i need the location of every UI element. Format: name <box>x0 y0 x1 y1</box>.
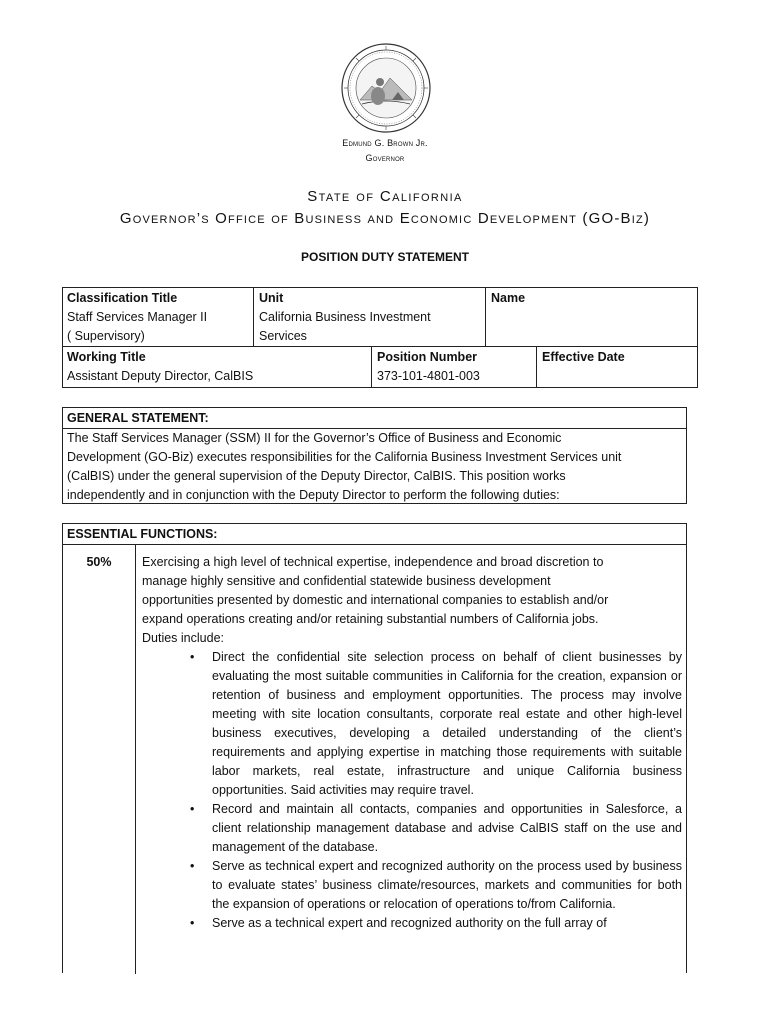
function-lead-line: opportunities presented by domestic and international companies to establish and/or <box>142 593 609 607</box>
function-description <box>137 552 686 934</box>
classification-cell <box>63 288 253 347</box>
governor-name: Edmund G. Brown Jr. <box>342 138 428 148</box>
classification-value-2: ( Supervisory) <box>67 329 145 343</box>
duty-text: Record and maintain all contacts, companies and opportunities in Salesforce, a client relationship management database and advise CalBIS staff on the use and management of the database. <box>212 802 682 854</box>
duties-list <box>142 648 682 933</box>
duty-item <box>142 800 682 857</box>
unit-cell <box>255 288 485 347</box>
general-statement-line: Development (GO-Biz) executes responsibilities for the California Business Investment Services unit <box>67 450 622 464</box>
position-number-value: 373-101-4801-003 <box>377 369 480 383</box>
position-number-cell <box>373 347 536 387</box>
function-percent: 50% <box>86 555 112 569</box>
general-statement-text <box>63 428 686 506</box>
bullet-icon: • <box>190 916 195 930</box>
effective-date-cell <box>538 347 697 368</box>
general-statement-box <box>62 407 687 504</box>
duty-text: Serve as a technical expert and recognized authority on the full array of <box>212 916 607 930</box>
classification-value: Staff Services Manager II <box>67 310 208 324</box>
position-table <box>62 287 698 388</box>
general-statement-heading: GENERAL STATEMENT: <box>67 411 209 425</box>
unit-value-2: Services <box>259 329 307 343</box>
general-statement-line: (CalBIS) under the general supervision of the Deputy Director, CalBIS. This position works <box>67 469 566 483</box>
unit-value: California Business Investment <box>259 310 431 324</box>
position-number-label: Position Number <box>377 350 478 364</box>
working-title-value: Assistant Deputy Director, CalBIS <box>67 369 254 383</box>
duty-text: Serve as technical expert and recognized authority on the process used by business to evaluate states’ business climate/resources, markets and communities for both the expansion of operations or relocation of operations to/from California. <box>212 859 682 911</box>
unit-label: Unit <box>259 291 284 305</box>
governor-title: Governor <box>365 153 405 163</box>
classification-label: Classification Title <box>67 291 178 305</box>
duty-item <box>142 857 682 914</box>
duty-item <box>142 648 682 800</box>
effective-date-label: Effective Date <box>542 350 625 364</box>
office-heading: Governor’s Office of Business and Economic Development (GO-Biz) <box>119 210 651 227</box>
name-cell <box>487 288 697 309</box>
bullet-icon: • <box>190 859 195 873</box>
working-title-cell <box>63 347 371 387</box>
general-statement-line: The Staff Services Manager (SSM) II for the Governor’s Office of Business and Economic <box>67 431 562 445</box>
function-lead-line: manage highly sensitive and confidential statewide business development <box>142 574 551 588</box>
working-title-label: Working Title <box>67 350 146 364</box>
document-title: POSITION DUTY STATEMENT <box>300 250 469 264</box>
state-seal-icon <box>340 42 432 134</box>
essential-functions-heading: ESSENTIAL FUNCTIONS: <box>67 527 218 541</box>
duty-text: Direct the confidential site selection process on behalf of client businesses by evaluating the most suitable communities in California for the creation, expansion or retention of business and employment opportunities. The process may involve meeting with site location consultants, corporate real estate and other high-level business executives, developing a detailed understanding of the client’s requirements and applying expertise in matching those requirements with suitable labor markets, real estate, infrastructure and unique California business opportunities. Said activities may require travel. <box>212 650 682 797</box>
function-lead-line: Exercising a high level of technical expertise, independence and broad discretion to <box>142 555 604 569</box>
duty-item <box>142 914 682 933</box>
bullet-icon: • <box>190 650 195 664</box>
function-lead-line: Duties include: <box>142 631 224 645</box>
bullet-icon: • <box>190 802 195 816</box>
state-heading: State of California <box>307 188 463 205</box>
general-statement-line: independently and in conjunction with the Deputy Director to perform the following duties: <box>67 488 560 502</box>
essential-functions-box <box>62 523 687 973</box>
function-lead-line: expand operations creating and/or retaining substantial numbers of California jobs. <box>142 612 599 626</box>
name-label: Name <box>491 291 526 305</box>
